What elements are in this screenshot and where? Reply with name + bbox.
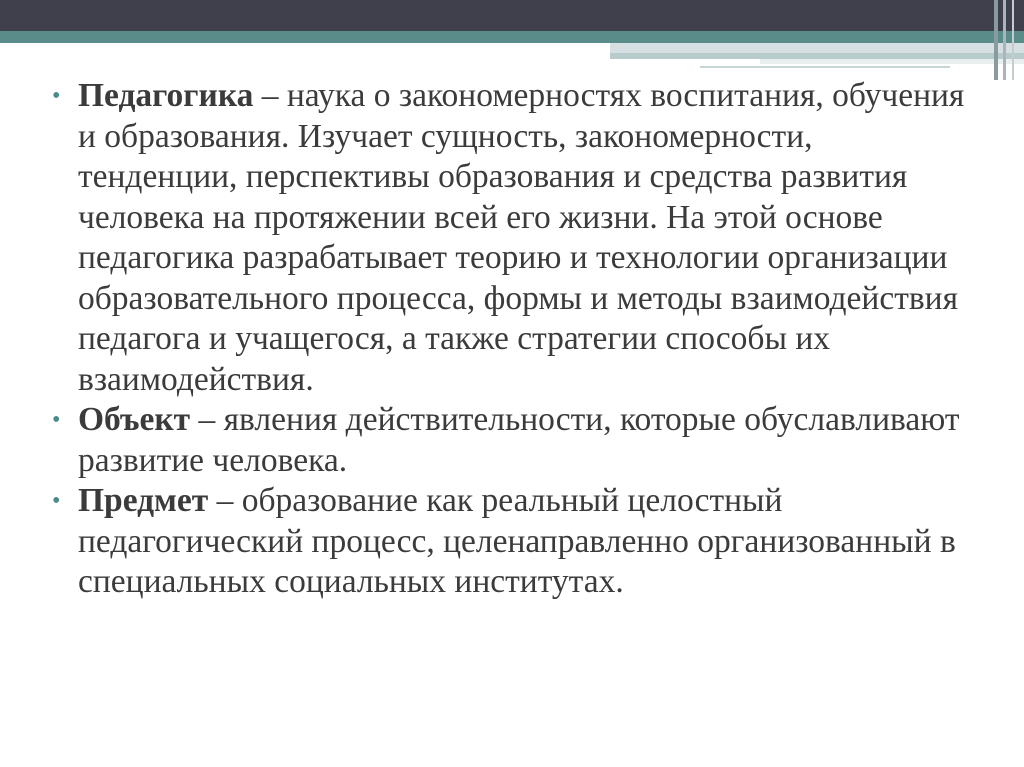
bullet-icon: • — [52, 407, 61, 433]
header-light-stripe — [610, 43, 1024, 53]
term-pedagogy: Педагогика — [78, 77, 254, 114]
list-item — [50, 400, 980, 481]
header-teal-stripe — [0, 31, 1024, 43]
definition-pedagogy: – наука о закономерностях воспитания, обучения и образования. Изучает сущность, закономерности, тенденции, перспективы образования и средства развития человека на протяжении всей его жизни. На этой основе педагогика разрабатывает теорию и технологии организации образовательного процесса, формы и методы взаимодействия педагога и учащегося, а также стратегии способы их взаимодействия. — [78, 77, 965, 398]
term-subject: Предмет — [78, 482, 209, 519]
header-thin-line — [700, 66, 950, 68]
list-item — [50, 481, 980, 603]
definition-subject: – образование как реальный целостный педагогический процесс, целенаправленно организованный в специальных социальных институтах. — [78, 482, 956, 600]
bullet-list — [50, 76, 980, 603]
header-vertical-stripe — [994, 0, 998, 80]
list-item — [50, 76, 980, 400]
header-light-stripe — [760, 59, 1024, 64]
header-band — [0, 0, 1024, 80]
header-dark-stripe — [0, 0, 1024, 31]
bullet-icon: • — [52, 83, 61, 109]
header-vertical-stripe — [1012, 0, 1014, 80]
header-vertical-stripe — [1003, 0, 1006, 80]
bullet-icon: • — [52, 488, 61, 514]
definition-object: – явления действительности, которые обуславливают развитие человека. — [78, 401, 960, 479]
term-object: Объект — [78, 401, 191, 438]
